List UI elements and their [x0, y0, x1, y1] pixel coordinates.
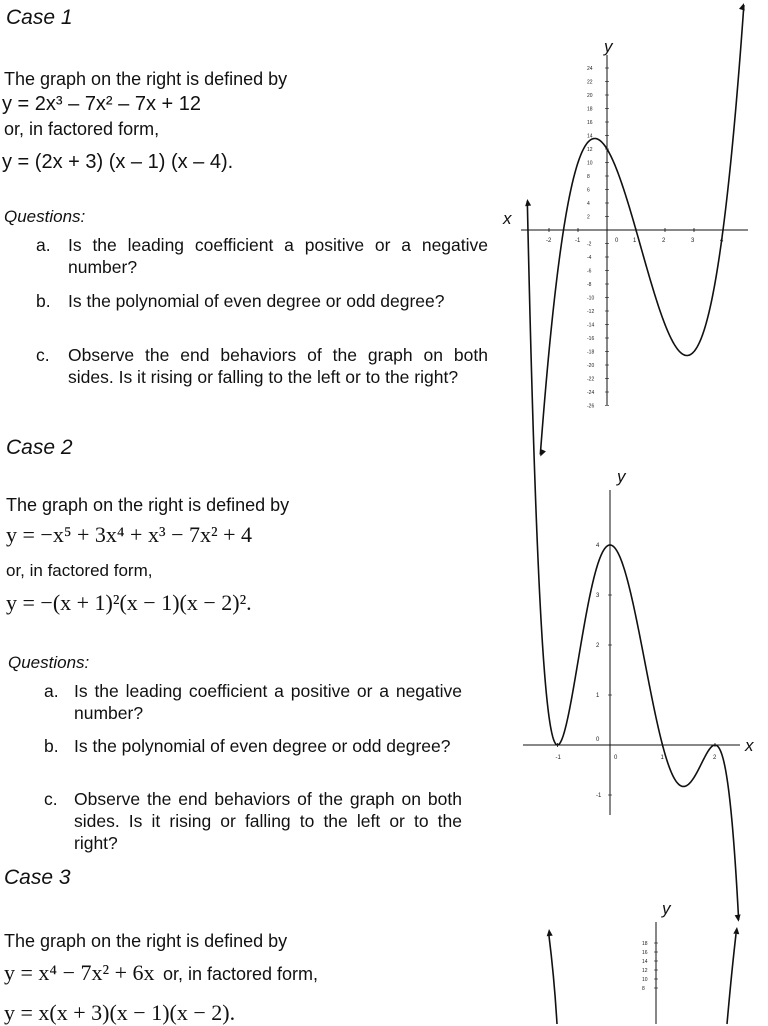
case3-equation: y = x⁴ − 7x² + 6x	[4, 960, 155, 985]
y-tick-label: 0	[596, 737, 600, 743]
curve-arrow-right	[735, 914, 741, 921]
y-tick-label: -2	[587, 241, 592, 248]
question-text: Is the leading coefficient a positive or a negative number?	[74, 681, 462, 723]
case1-intro: The graph on the right is defined by	[4, 69, 288, 89]
y-tick-label: 3	[596, 593, 600, 599]
curve-arrow-right	[733, 927, 739, 934]
y-axis-label: y	[617, 467, 626, 486]
y-tick-label: 2	[587, 214, 590, 221]
question-label: c.	[36, 345, 50, 365]
question-text: Is the leading coefficient a positive or a negative number?	[68, 235, 488, 277]
case2-equation: y = −x⁵ + 3x⁴ + x³ − 7x² + 4	[6, 522, 252, 547]
polynomial-curve	[527, 201, 738, 920]
y-tick-label: 4	[587, 201, 590, 207]
y-tick-label: -10	[587, 295, 595, 302]
curve-arrow-left	[547, 929, 553, 936]
case3-factored: y = x(x + 3)(x − 1)(x − 2).	[4, 1000, 236, 1025]
case2-questions-title: Questions:	[8, 653, 90, 672]
y-tick-label: 14	[587, 133, 593, 140]
case3-intro: The graph on the right is defined by	[4, 931, 288, 951]
y-tick-label: 20	[587, 93, 593, 99]
y-tick-label: -16	[587, 336, 595, 342]
y-tick-label: 24	[587, 66, 593, 72]
curve-arrow-left	[525, 199, 531, 206]
y-tick-label: 18	[642, 941, 648, 947]
case3-or-factored: or, in factored form,	[162, 964, 319, 984]
y-tick-label: 10	[587, 160, 593, 167]
case1-questions-title: Questions:	[4, 207, 86, 226]
case1-equation: y = 2x³ – 7x² – 7x + 12	[2, 93, 201, 115]
question-text: Observe the end behaviors of the graph on both sides. Is it rising or falling to the left or to the right?	[68, 345, 488, 387]
question-text: Is the polynomial of even degree or odd degree?	[68, 291, 445, 311]
y-tick-label: -6	[587, 268, 592, 275]
y-tick-label: -24	[587, 390, 595, 396]
question-label: b.	[44, 736, 59, 756]
case2-or-factored: or, in factored form,	[6, 561, 153, 580]
y-tick-label: -18	[587, 349, 595, 356]
curve-right-branch	[727, 934, 736, 1024]
x-tick-label: -1	[555, 755, 561, 761]
x-axis-label: x	[745, 736, 754, 755]
case1-title: Case 1	[6, 6, 73, 29]
y-axis-label: y	[604, 37, 613, 56]
x-tick-label: 2	[713, 755, 717, 761]
y-axis-label: y	[662, 899, 671, 918]
question-label: a.	[36, 235, 51, 255]
y-tick-label: 14	[642, 959, 648, 965]
y-tick-label: 4	[596, 543, 600, 549]
y-tick-label: 16	[642, 950, 648, 956]
x-tick-label: 3	[691, 238, 695, 244]
y-tick-label: -1	[596, 793, 602, 799]
y-tick-label: 22	[587, 79, 593, 86]
y-tick-label: 18	[587, 106, 593, 113]
x-tick-label: -2	[546, 238, 552, 244]
case1-or-factored: or, in factored form,	[4, 119, 160, 139]
y-tick-label: -8	[587, 282, 592, 288]
x-tick-label: -1	[575, 238, 581, 244]
case2-title: Case 2	[6, 436, 73, 459]
x-tick-label: 1	[633, 238, 637, 244]
y-tick-label: 8	[642, 986, 645, 992]
curve-arrow-left	[540, 449, 546, 457]
case3-equation-line	[4, 960, 318, 986]
x-tick-label: 1	[660, 755, 664, 761]
question-label: b.	[36, 291, 51, 311]
x-tick-label: 0	[614, 755, 618, 761]
curve-left-branch	[549, 936, 557, 1024]
y-tick-label: -26	[587, 403, 595, 410]
case1-factored: y = (2x + 3) (x – 1) (x – 4).	[2, 151, 234, 173]
x-tick-label: 4	[720, 238, 724, 244]
case3-title: Case 3	[4, 866, 71, 889]
y-tick-label: 10	[642, 977, 648, 983]
y-tick-label: -20	[587, 363, 595, 369]
y-tick-label: 1	[596, 693, 600, 699]
case2-intro: The graph on the right is defined by	[6, 495, 290, 515]
question-label: c.	[44, 789, 58, 809]
x-axis-label: x	[503, 209, 512, 228]
y-tick-label: 16	[587, 120, 593, 126]
y-tick-label: -14	[587, 322, 595, 329]
y-tick-label: 12	[587, 147, 593, 153]
question-label: a.	[44, 681, 59, 701]
y-tick-label: -4	[587, 255, 592, 261]
y-tick-label: 2	[596, 643, 600, 649]
y-tick-label: 6	[587, 187, 590, 194]
case2-factored: y = −(x + 1)²(x − 1)(x − 2)².	[6, 590, 252, 615]
x-tick-label: 2	[662, 238, 666, 244]
y-tick-label: 12	[642, 968, 648, 974]
y-tick-label: -22	[587, 376, 595, 383]
y-tick-label: -12	[587, 309, 595, 315]
curve-arrow-right	[739, 3, 745, 11]
y-tick-label: 8	[587, 174, 590, 180]
x-tick-label: 0	[615, 238, 619, 244]
question-text: Is the polynomial of even degree or odd degree?	[74, 736, 451, 756]
question-text: Observe the end behaviors of the graph on both sides. Is it rising or falling to the left or to the right?	[74, 789, 462, 853]
